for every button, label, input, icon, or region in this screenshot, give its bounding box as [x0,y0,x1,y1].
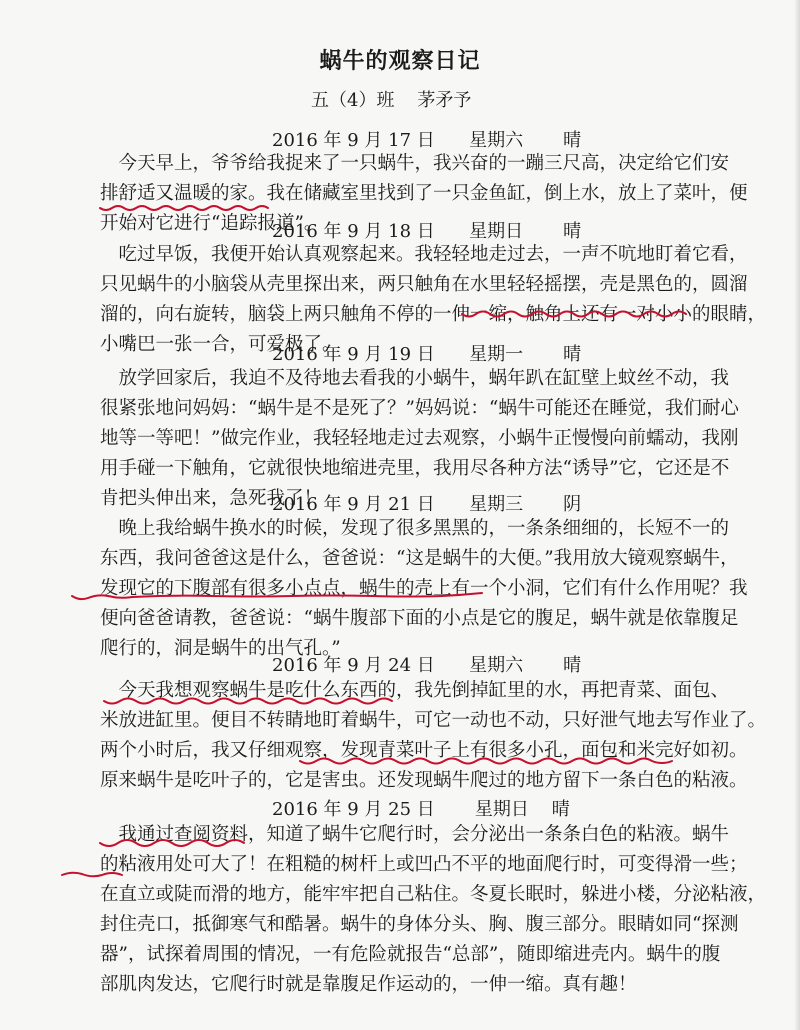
text-line: 东西，我问爸爸这是什么，爸爸说：“这是蜗牛的大便。”我用放大镜观察蜗牛， [100,548,739,569]
page-edge-shadow [794,0,800,1030]
text-line: 部肌肉发达，它爬行时就是靠腹足作运动的，一伸一缩。真有趣！ [100,974,637,995]
text-line: 原来蜗牛是吃叶子的，它是害虫。还发现蜗牛爬过的地方留下一条白色的粘液。 [100,770,748,791]
entry-date: 2016 年 9 月 18 日 星期日 晴 [272,221,582,242]
entry-date: 2016 年 9 月 17 日 星期六 晴 [272,130,582,151]
text-line: 地等一等吧！”做完作业，我轻轻地走过去观察，小蜗牛正慢慢向前蠕动，我刚 [100,428,739,449]
entry-date: 2016 年 9 月 21 日 星期三 阴 [272,494,582,515]
entry-body [100,514,748,664]
class-and-author: 五（4）班 茅矛予 [311,90,472,111]
text-line: 发现它的下腹部有很多小点点，蜗牛的壳上有一个小洞，它们有什么作用呢？我 [100,578,748,599]
text-line: 爬行的，洞是蜗牛的出气孔。” [100,638,341,659]
text-line: 放学回家后，我迫不及待地去看我的小蜗牛，蜗年趴在缸壁上蚊丝不动，我 [100,368,730,389]
text-line: 两个小时后，我又仔细观察，发现青菜叶子上有很多小孔，面包和米完好如初。 [100,740,748,761]
entry-body [100,676,766,796]
text-line: 溜的，向右旋转，脑袋上两只触角不停的一伸一缩，触角上还有一对小小的眼睛， [100,304,767,325]
text-line: 小嘴巴一张一合，可爱极了。 [100,334,341,355]
text-line: 用手碰一下触角，它就很快地缩进壳里，我用尽各种方法“诱导”它，它还是不 [100,458,730,479]
text-line: 只见蜗牛的小脑袋从壳里探出来，两只触角在水里轻轻摇摆，壳是黑色的，圆溜 [100,274,748,295]
page-title: 蜗牛的观察日记 [319,48,481,74]
text-line: 便向爸爸请教，爸爸说：“蜗牛腹部下面的小点是它的腹足，蜗牛就是依靠腹足 [100,608,739,629]
text-line: 吃过早饭，我便开始认真观察起来。我轻轻地走过去，一声不吭地盯着它看， [100,244,748,265]
entry-date: 2016 年 9 月 25 日 星期日 晴 [272,799,570,820]
text-line: 肯把头伸出来，急死我了！ [100,488,323,509]
text-line: 器”，试探着周围的情况，一有危险就报告“总部”，随即缩进壳内。蜗牛的腹 [100,944,721,965]
entry-body [100,820,766,1000]
text-line: 封住壳口，抵御寒气和酷暑。蜗牛的身体分头、胸、腹三部分。眼睛如同“探测 [100,914,739,935]
text-line: 的粘液用处可大了！在粗糙的树杆上或凹凸不平的地面爬行时，可变得滑一些； [100,854,748,875]
text-line: 我通过查阅资料，知道了蜗牛它爬行时，会分泌出一条条白色的粘液。蜗牛 [100,824,730,845]
text-line: 排舒适又温暖的家。我在储藏室里找到了一只金鱼缸，倒上水，放上了菜叶，便 [100,183,748,204]
text-line: 很紧张地问妈妈：“蜗牛是不是死了？”妈妈说：“蜗牛可能还在睡觉，我们耐心 [100,398,739,419]
text-line: 开始对它进行“追踪报道”。 [100,213,323,234]
text-line: 在直立或陡而滑的地方，能牢牢把自己粘住。冬夏长眠时，躲进小楼，分泌粘液， [100,884,767,905]
text-line: 今天早上，爷爷给我捉来了一只蜗牛，我兴奋的一蹦三尺高，决定给它们安 [100,153,730,174]
entry-date: 2016 年 9 月 24 日 星期六 晴 [272,655,582,676]
text-line: 米放进缸里。便目不转睛地盯着蜗牛，可它一动也不动，只好泄气地去写作业了。 [100,710,767,731]
text-line: 晚上我给蜗牛换水的时候，发现了很多黑黑的，一条条细细的，长短不一的 [100,518,730,539]
entry-date: 2016 年 9 月 19 日 星期一 晴 [272,344,582,365]
text-line: 今天我想观察蜗牛是吃什么东西的，我先倒掉缸里的水，再把青菜、面包、 [100,680,730,701]
